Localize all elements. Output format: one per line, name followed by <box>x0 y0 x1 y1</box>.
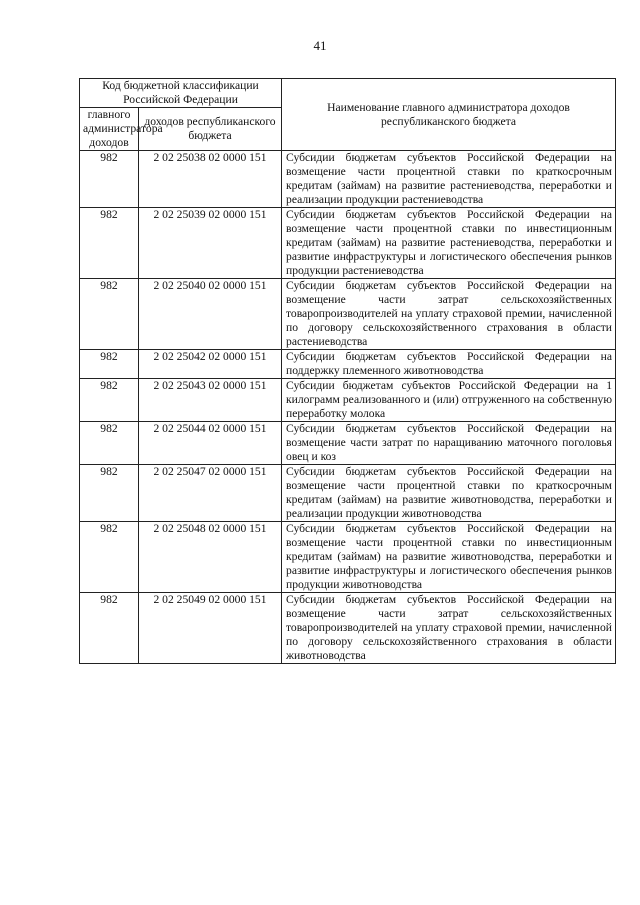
table-row <box>80 151 616 208</box>
admin-code-cell: 982 <box>80 379 139 422</box>
income-name-cell: Субсидии бюджетам субъектов Российской Федерации на возмещение части затрат сельскохозяйственных товаропроизводителей на уплату страховой премии, начисленной по договору сельскохозяйственного страхования в области растениеводства <box>282 279 616 350</box>
table-row <box>80 350 616 379</box>
header-main-administrator: главного администратора доходов <box>80 108 139 151</box>
table-row <box>80 379 616 422</box>
income-name-cell: Субсидии бюджетам субъектов Российской Федерации на 1 килограмм реализованного и (или) отгруженного на собственную переработку молока <box>282 379 616 422</box>
admin-code-cell: 982 <box>80 208 139 279</box>
income-code-cell: 2 02 25043 02 0000 151 <box>139 379 282 422</box>
admin-code-cell: 982 <box>80 422 139 465</box>
income-name-cell: Субсидии бюджетам субъектов Российской Федерации на возмещение части затрат сельскохозяйственных товаропроизводителей на уплату страховой премии, начисленной по договору сельскохозяйственного страхования в области животноводства <box>282 593 616 664</box>
admin-code-cell: 982 <box>80 465 139 522</box>
income-code-cell: 2 02 25039 02 0000 151 <box>139 208 282 279</box>
table-row <box>80 208 616 279</box>
header-row-1 <box>80 79 616 108</box>
admin-code-cell: 982 <box>80 279 139 350</box>
admin-code-cell: 982 <box>80 151 139 208</box>
header-income: доходов республиканского бюджета <box>139 108 282 151</box>
admin-code-cell: 982 <box>80 593 139 664</box>
income-name-cell: Субсидии бюджетам субъектов Российской Федерации на возмещение части процентной ставки по краткосрочным кредитам (займам) на развитие животноводства, переработки и реализации продукции животноводства <box>282 465 616 522</box>
income-name-cell: Субсидии бюджетам субъектов Российской Федерации на возмещение части процентной ставки по краткосрочным кредитам (займам) на развитие растениеводства, переработки и реализации продукции растениеводства <box>282 151 616 208</box>
income-code-cell: 2 02 25048 02 0000 151 <box>139 522 282 593</box>
table-row <box>80 465 616 522</box>
admin-code-cell: 982 <box>80 522 139 593</box>
table-row <box>80 279 616 350</box>
income-code-cell: 2 02 25042 02 0000 151 <box>139 350 282 379</box>
admin-code-cell: 982 <box>80 350 139 379</box>
header-administrator-name: Наименование главного администратора доходов республиканского бюджета <box>282 79 616 151</box>
header-budget-classification: Код бюджетной классификации Российской Федерации <box>80 79 282 108</box>
income-name-cell: Субсидии бюджетам субъектов Российской Федерации на поддержку племенного животноводства <box>282 350 616 379</box>
income-code-cell: 2 02 25038 02 0000 151 <box>139 151 282 208</box>
table-row <box>80 422 616 465</box>
budget-classification-table <box>79 78 616 664</box>
income-code-cell: 2 02 25049 02 0000 151 <box>139 593 282 664</box>
income-name-cell: Субсидии бюджетам субъектов Российской Федерации на возмещение части процентной ставки по инвестиционным кредитам (займам) на развитие растениеводства, переработки и развитие инфраструктуры и логистического обеспечения рынков продукции растениеводства <box>282 208 616 279</box>
table-row <box>80 593 616 664</box>
table-row <box>80 522 616 593</box>
income-code-cell: 2 02 25047 02 0000 151 <box>139 465 282 522</box>
income-name-cell: Субсидии бюджетам субъектов Российской Федерации на возмещение части затрат по наращиванию маточного поголовья овец и коз <box>282 422 616 465</box>
income-name-cell: Субсидии бюджетам субъектов Российской Федерации на возмещение части процентной ставки по инвестиционным кредитам (займам) на развитие животноводства, переработки и развитие инфраструктуры и логистического обеспечения рынков продукции животноводства <box>282 522 616 593</box>
page-number: 41 <box>313 38 327 53</box>
income-code-cell: 2 02 25040 02 0000 151 <box>139 279 282 350</box>
income-code-cell: 2 02 25044 02 0000 151 <box>139 422 282 465</box>
